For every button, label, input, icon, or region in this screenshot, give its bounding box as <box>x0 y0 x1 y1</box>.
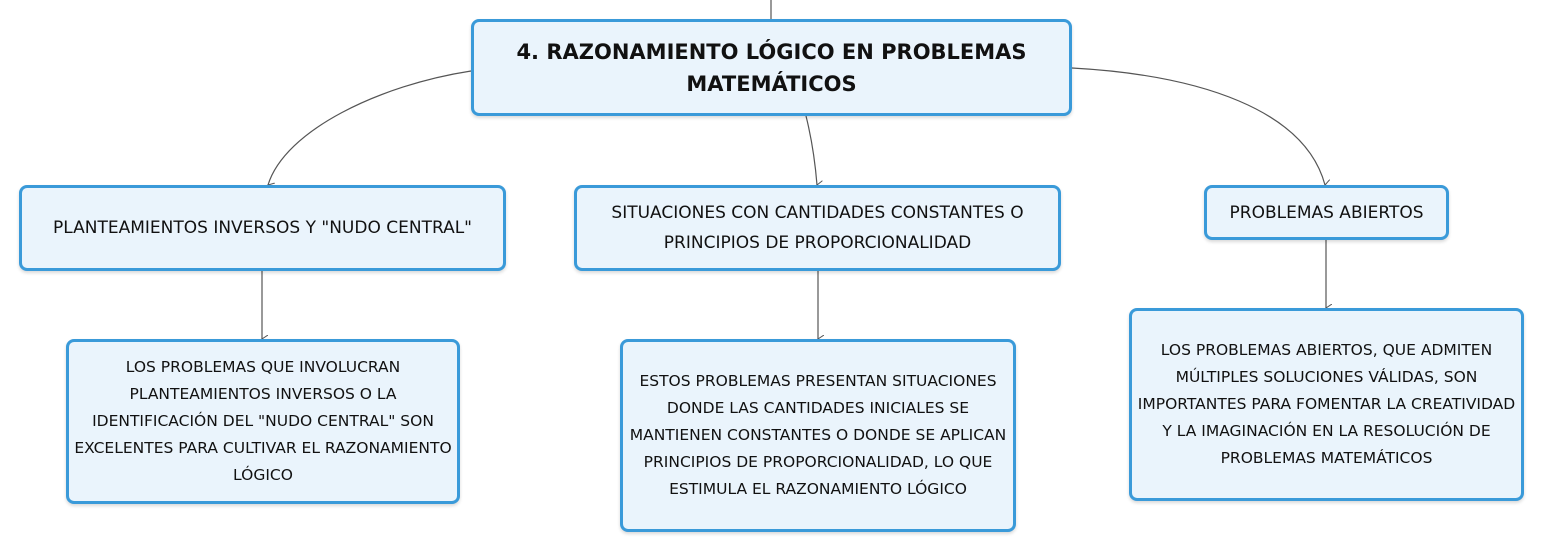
detail-node-text: ESTOS PROBLEMAS PRESENTAN SITUACIONES DONDE LAS CANTIDADES INICIALES SE MANTIENEN CONSTANTES O DONDE SE APLICAN PRINCIPIOS DE PROPORCIONALIDAD, LO QUE ESTIMULA EL RAZONAMIENTO LÓGICO <box>629 372 1007 498</box>
detail-node-constant-quantities[interactable] <box>620 339 1016 532</box>
topic-node-inverse-approaches[interactable] <box>19 185 506 271</box>
detail-node-open-problems[interactable] <box>1129 308 1524 501</box>
topic-node-open-problems[interactable] <box>1204 185 1449 240</box>
connector-root-to-topic-3 <box>1072 68 1325 185</box>
detail-node-text: LOS PROBLEMAS QUE INVOLUCRAN PLANTEAMIENTOS INVERSOS O LA IDENTIFICACIÓN DEL "NUDO CENTRAL" SON EXCELENTES PARA CULTIVAR EL RAZONAMIENTO LÓGICO <box>74 358 452 484</box>
detail-node-inverse-approaches[interactable] <box>66 339 460 504</box>
connector-root-to-topic-2 <box>806 116 817 185</box>
root-node[interactable] <box>471 19 1072 116</box>
connector-root-to-topic-1 <box>268 71 471 185</box>
root-node-label: 4. RAZONAMIENTO LÓGICO EN PROBLEMAS MATEMÁTICOS <box>516 39 1027 96</box>
topic-node-label: PLANTEAMIENTOS INVERSOS Y "NUDO CENTRAL" <box>53 218 472 238</box>
detail-node-text: LOS PROBLEMAS ABIERTOS, QUE ADMITEN MÚLTIPLES SOLUCIONES VÁLIDAS, SON IMPORTANTES PARA FOMENTAR LA CREATIVIDAD Y LA IMAGINACIÓN EN LA RESOLUCIÓN DE PROBLEMAS MATEMÁTICOS <box>1137 341 1516 467</box>
topic-node-label: PROBLEMAS ABIERTOS <box>1229 202 1424 223</box>
topic-node-label: SITUACIONES CON CANTIDADES CONSTANTES O PRINCIPIOS DE PROPORCIONALIDAD <box>611 203 1024 253</box>
topic-node-constant-quantities[interactable] <box>574 185 1061 271</box>
